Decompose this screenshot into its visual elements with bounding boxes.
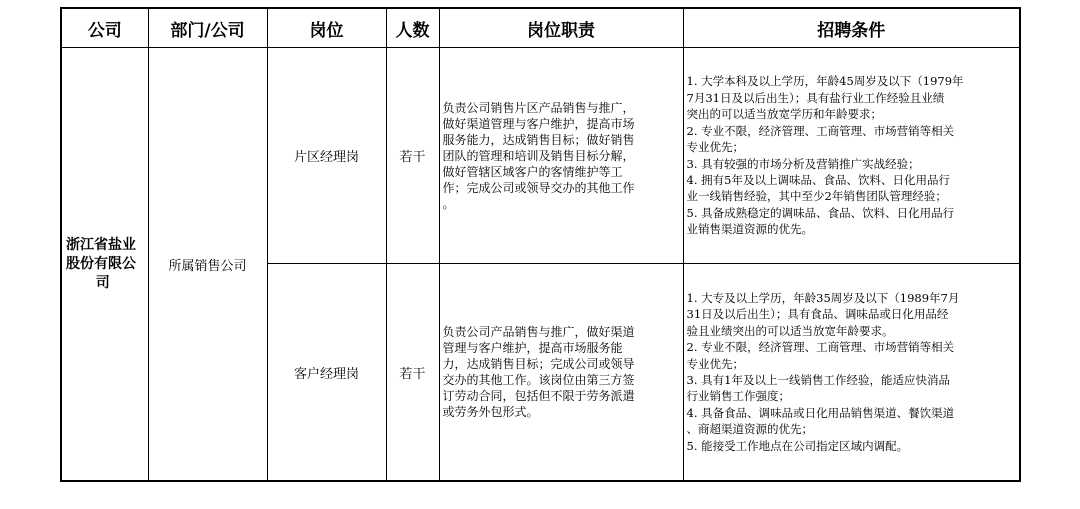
requirement-line: 1. 大专及以上学历，年龄35周岁及以下（1989年7月: [686, 290, 960, 305]
header-company: 公司: [61, 8, 148, 48]
header-row: [61, 8, 1020, 48]
count-cell: 若干: [386, 48, 439, 264]
duty-line: 做好渠道管理与客户维护，提高市场: [442, 116, 635, 131]
table-row: [61, 48, 1020, 264]
company-line: 股份有限公: [66, 255, 136, 272]
requirement-line: 突出的可以适当放宽学历和年龄要求；: [686, 107, 882, 122]
requirement-line: 3. 具有较强的市场分析及营销推广实战经验；: [686, 156, 920, 171]
requirement-line: 4. 具备食品、调味品或日化用品销售渠道、餐饮渠道: [686, 405, 955, 420]
header-duties: 岗位职责: [439, 8, 683, 48]
duty-line: 服务能力，达成销售目标；做好销售: [442, 132, 635, 147]
requirement-line: 专业优先；: [686, 356, 744, 371]
header-position: 岗位: [267, 8, 386, 48]
requirement-line: 7月31日及以后出生）；具有盐行业工作经验且业绩: [686, 90, 945, 105]
duty-line: 订劳动合同，包括但不限于劳务派遣: [442, 389, 635, 403]
duty-line: 团队的管理和培训及销售目标分解，: [442, 148, 635, 163]
requirement-line: 5. 具备成熟稳定的调味品、食品、饮料、日化用品行: [686, 205, 955, 220]
recruitment-table: [60, 7, 1021, 482]
requirements-cell: [683, 48, 1020, 264]
requirement-line: 2. 专业不限，经济管理、工商管理、市场营销等相关: [686, 340, 955, 355]
requirement-line: 2. 专业不限，经济管理、工商管理、市场营销等相关: [686, 123, 955, 138]
duty-line: 力，达成销售目标；完成公司或领导: [442, 357, 635, 371]
requirement-line: 3. 具有1年及以上一线销售工作经验，能适应快消品: [686, 373, 950, 387]
duty-line: 做好管辖区域客户的客情维护等工: [442, 164, 623, 179]
requirement-line: 、商超渠道资源的优先；: [686, 422, 813, 437]
duties-cell: [439, 48, 683, 264]
department-cell: 所属销售公司: [148, 48, 267, 482]
position-cell: 客户经理岗: [267, 264, 386, 482]
duty-line: 交办的其他工作。该岗位由第三方签: [442, 373, 635, 387]
duty-line: 负责公司产品销售与推广，做好渠道: [442, 325, 635, 339]
requirement-line: 31日及以后出生）；具有食品、调味品或日化用品经: [686, 307, 949, 322]
company-line: 司: [95, 274, 110, 291]
requirement-line: 业一线销售经验，其中至少2年销售团队管理经验；: [686, 189, 947, 204]
position-cell: 片区经理岗: [267, 48, 386, 264]
requirement-line: 业销售渠道资源的优先。: [686, 222, 813, 237]
duty-line: 或劳务外包形式。: [442, 405, 539, 419]
count-cell: 若干: [386, 264, 439, 482]
header-count: 人数: [386, 8, 439, 48]
duty-line: 管理与客户维护，提高市场服务能: [442, 341, 623, 355]
company-cell: [61, 48, 148, 482]
header-requirements: 招聘条件: [683, 8, 1020, 48]
requirement-line: 专业优先；: [686, 140, 744, 155]
duty-line: 。: [442, 196, 455, 211]
requirements-cell: [683, 264, 1020, 482]
duty-line: 负责公司销售片区产品销售与推广，: [442, 100, 635, 115]
requirement-line: 4. 拥有5年及以上调味品、食品、饮料、日化用品行: [686, 172, 950, 187]
company-line: 浙江省盐业: [66, 236, 136, 253]
header-department: 部门/公司: [148, 8, 267, 48]
requirement-line: 1. 大学本科及以上学历，年龄45周岁及以下（1979年: [686, 74, 964, 89]
duties-cell: [439, 264, 683, 482]
requirement-line: 5. 能接受工作地点在公司指定区域内调配。: [686, 438, 909, 453]
duty-line: 作；完成公司或领导交办的其他工作: [442, 180, 635, 195]
recruitment-table-wrapper: [60, 7, 1021, 482]
requirement-line: 行业销售工作强度；: [686, 389, 790, 404]
requirement-line: 验且业绩突出的可以适当放宽年龄要求。: [686, 323, 894, 338]
